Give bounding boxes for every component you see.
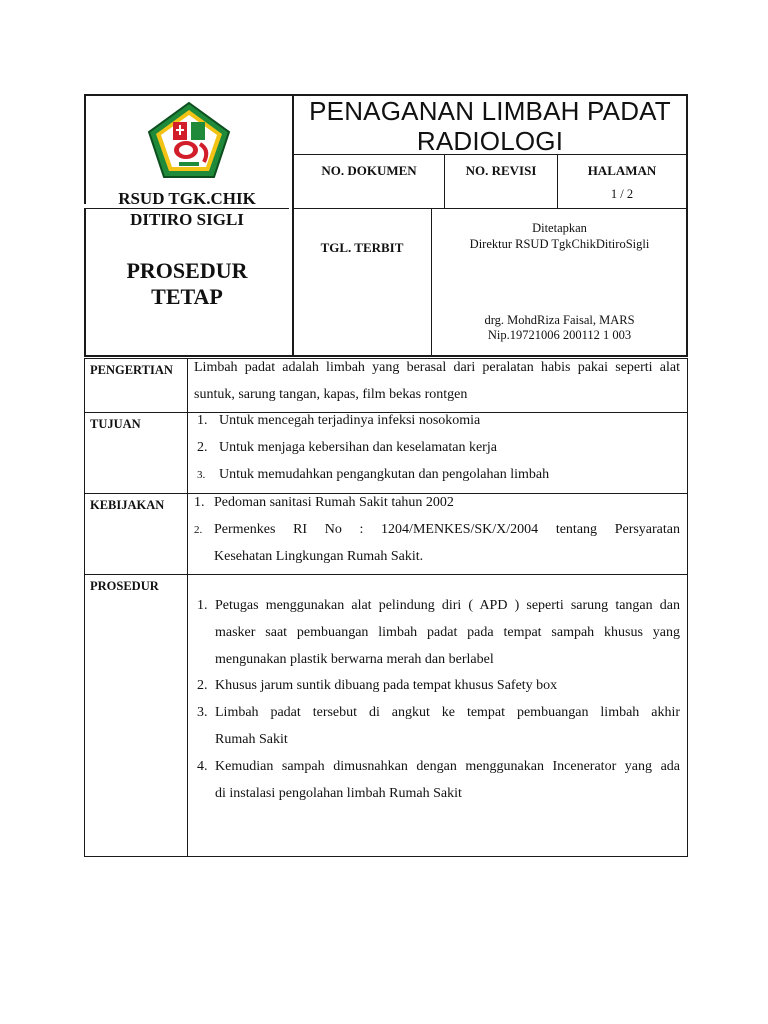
tujuan-item-3-text: Untuk memudahkan pengangkutan dan pengolahan limbah: [219, 467, 550, 482]
protap-heading: [84, 258, 290, 310]
pengertian-line2: suntuk, sarung tangan, kapas, film bekas rontgen: [194, 387, 468, 402]
pengertian-label: PENGERTIAN: [90, 363, 173, 377]
content-left-border: [84, 358, 85, 857]
prosedur-item-1-line3: mengunakan plastik berwarna merah dan berlabel: [215, 652, 494, 667]
tgl-terbit-label: TGL. TERBIT: [320, 240, 404, 255]
tujuan-item-2: [197, 435, 677, 461]
tujuan-item-1: [197, 408, 677, 434]
prosedur-item-4-line2: di instalasi pengolahan limbah Rumah Sakit: [215, 786, 462, 801]
kebijakan-item-1-num: 1.: [194, 495, 205, 510]
signer-nip: Nip.19721006 200112 1 003: [487, 328, 632, 342]
hospital-name-line1: RSUD TGK.CHIK: [118, 189, 256, 208]
protap-line2: TETAP: [151, 284, 223, 309]
prosedur-item-4-line1: Kemudian sampah dimusnahkan dengan menggunakan Incenerator yang ada: [215, 759, 680, 774]
protap-line1: PROSEDUR: [126, 258, 248, 283]
hospital-emblem-icon: [146, 100, 232, 180]
prosedur-label: PROSEDUR: [90, 579, 159, 593]
tujuan-item-3: [197, 462, 677, 488]
pengertian-line1: Limbah padat adalah limbah yang berasal dari peralatan habis pakai seperti alat: [194, 360, 680, 375]
halaman-label: HALAMAN: [587, 163, 657, 178]
direktur-text: Direktur RSUD TgkChikDitiroSigli: [469, 237, 650, 251]
kebijakan-item-1-text: Pedoman sanitasi Rumah Sakit tahun 2002: [214, 495, 454, 510]
kebijakan-item-2-line2: Kesehatan Lingkungan Rumah Sakit.: [214, 549, 424, 564]
prosedur-item-1-line1: Petugas menggunakan alat pelindung diri ( APD ) seperti sarung tangan dan: [215, 598, 680, 613]
tujuan-item-2-text: Untuk menjaga kebersihan dan keselamatan kerja: [219, 440, 497, 455]
kebijakan-item-2-line1: Permenkes RI No : 1204/MENKES/SK/X/2004 tentang Persyaratan: [214, 522, 680, 537]
prosedur-item-4-num: 4.: [197, 759, 208, 774]
halaman-value: 1 / 2: [610, 187, 634, 201]
prosedur-item-1-line2: masker saat pembuangan limbah padat pada tempat sampah khusus yang: [215, 625, 680, 640]
document-title: [294, 96, 686, 156]
tujuan-item-3-num: 3.: [197, 469, 206, 481]
document-title-line1: PENAGANAN LIMBAH PADAT: [309, 96, 671, 126]
content-label-divider: [187, 358, 188, 857]
kebijakan-item-2-num: 2.: [194, 524, 203, 536]
prosedur-item-3-num: 3.: [197, 705, 208, 720]
no-dokumen-label: NO. DOKUMEN: [321, 163, 417, 178]
no-revisi-label: NO. REVISI: [465, 163, 537, 178]
kebijakan-label: KEBIJAKAN: [90, 498, 165, 512]
prosedur-item-3-line1: Limbah padat tersebut di angkut ke tempat pembuangan limbah akhir: [215, 705, 680, 720]
signer-name: drg. MohdRiza Faisal, MARS: [484, 313, 635, 327]
content-right-border: [687, 358, 688, 857]
hospital-name-line2: DITIRO SIGLI: [130, 210, 244, 229]
content-bottom-border: [84, 856, 688, 857]
tujuan-item-2-num: 2.: [197, 440, 208, 455]
ditetapkan-text: Ditetapkan: [532, 221, 587, 235]
header-right-border: [686, 94, 688, 356]
kebijakan-item-1: [194, 490, 680, 516]
prosedur-item-3-line2: Rumah Sakit: [215, 732, 288, 747]
hospital-name: [84, 188, 290, 230]
document-title-line2: RADIOLOGI: [416, 126, 564, 156]
tujuan-label: TUJUAN: [90, 417, 141, 431]
prosedur-item-2-line1: Khusus jarum suntik dibuang pada tempat khusus Safety box: [215, 678, 558, 693]
prosedur-item-2-num: 2.: [197, 678, 208, 693]
doc-row-divider: [292, 208, 688, 209]
terbit-col-divider: [431, 208, 432, 356]
row-divider-prosedur: [84, 574, 688, 575]
tujuan-item-1-num: 1.: [197, 413, 208, 428]
prosedur-item-1-num: 1.: [197, 598, 208, 613]
tujuan-item-1-text: Untuk mencegah terjadinya infeksi nosokomia: [219, 413, 481, 428]
